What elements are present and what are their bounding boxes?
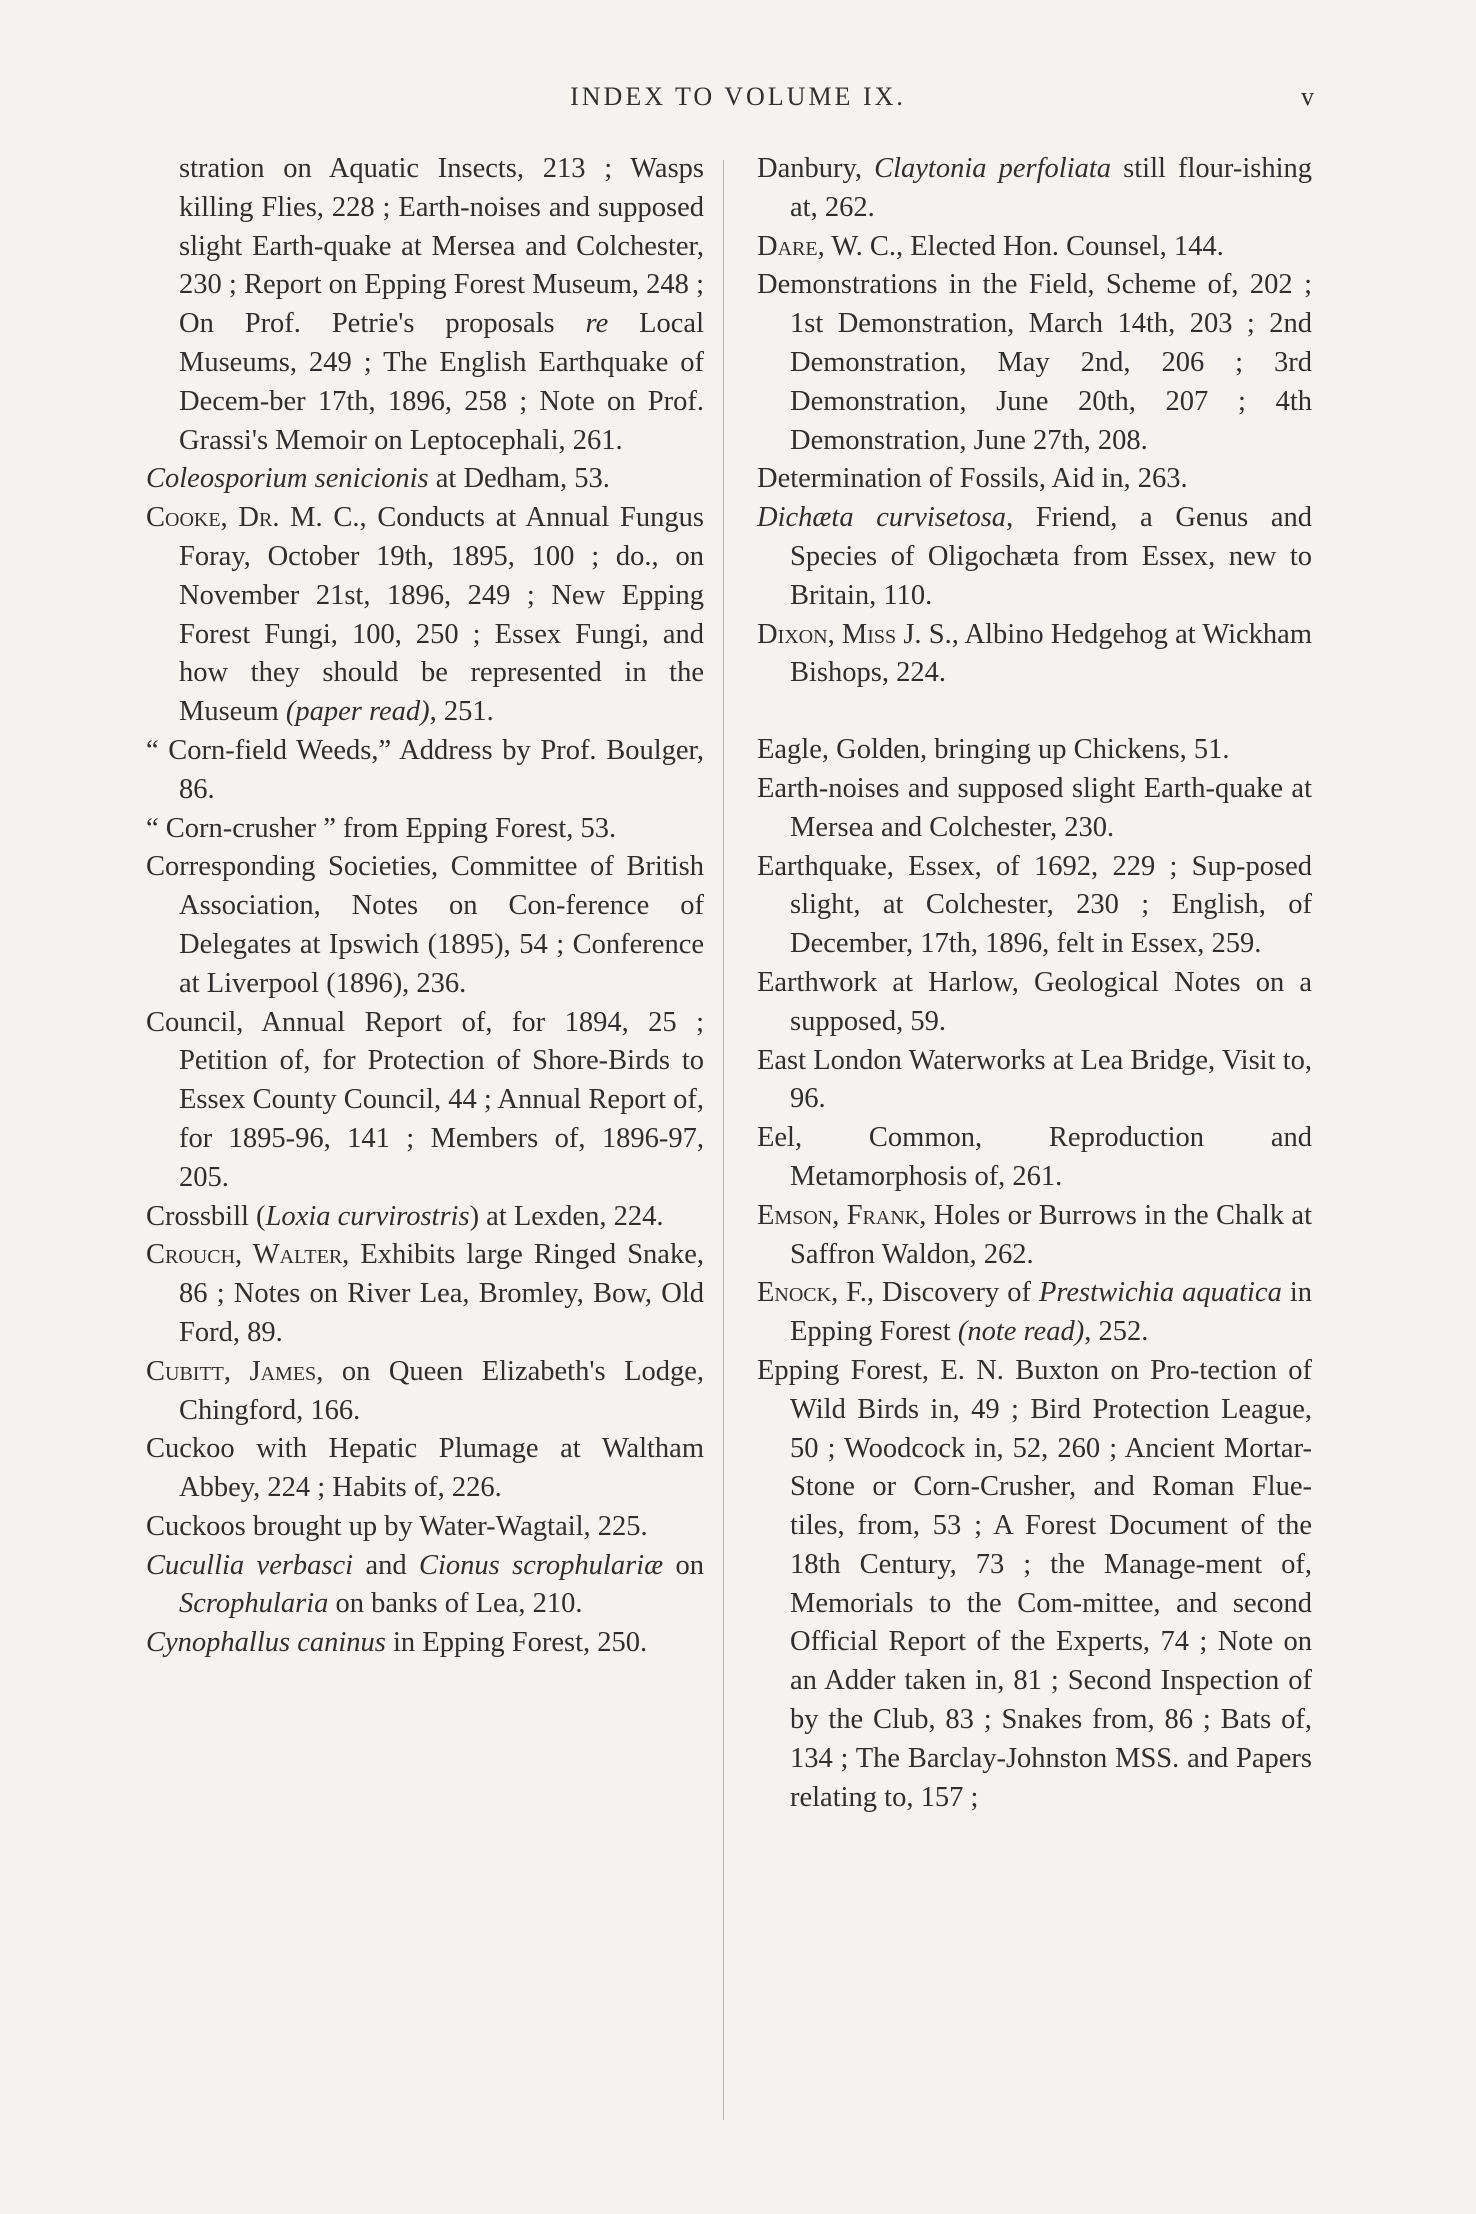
index-entry: Eagle, Golden, bringing up Chickens, 51. bbox=[757, 734, 1230, 766]
index-entry: Corresponding Societies, Committee of British Association, Notes on Con-ference of Delegates at Ipswich (1895), 54 ; Conference at Liverpool (1896), 236. bbox=[146, 851, 704, 999]
index-entry: Cuckoo with Hepatic Plumage at Waltham Abbey, 224 ; Habits of, 226. bbox=[146, 1433, 704, 1504]
index-entry: Earth-noises and supposed slight Earth-quake at Mersea and Colchester, 230. bbox=[757, 772, 1312, 843]
index-entry: Cynophallus caninus in Epping Forest, 250. bbox=[146, 1627, 648, 1659]
index-entry: Cuckoos brought up by Water-Wagtail, 225. bbox=[146, 1510, 648, 1542]
index-entry: Enock, F., Discovery of Prestwichia aquatica in Epping Forest (note read), 252. bbox=[757, 1277, 1313, 1348]
index-entry: Cucullia verbasci and Cionus scrophulariæ on Scrophularia on banks of Lea, 210. bbox=[146, 1549, 704, 1620]
section-gap bbox=[757, 693, 1312, 731]
running-title: INDEX TO VOLUME IX. bbox=[570, 82, 906, 111]
column-divider bbox=[723, 160, 724, 2120]
index-entry: Determination of Fossils, Aid in, 263. bbox=[757, 463, 1188, 495]
index-entry: Earthquake, Essex, of 1692, 229 ; Sup-posed slight, at Colchester, 230 ; English, of December, 17th, 1896, felt in Essex, 259. bbox=[757, 850, 1312, 960]
index-entry: Demonstrations in the Field, Scheme of, 202 ; 1st Demonstration, March 14th, 203 ; 2nd Demonstration, May 2nd, 206 ; 3rd Demonstration, June 20th, 207 ; 4th Demonstration, June 27th, 208. bbox=[757, 269, 1312, 456]
index-entry: Crossbill (Loxia curvirostris) at Lexden, 224. bbox=[146, 1200, 664, 1232]
index-entry: Cubitt, James, on Queen Elizabeth's Lodge, Chingford, 166. bbox=[146, 1355, 705, 1426]
index-entry: Coleosporium senicionis at Dedham, 53. bbox=[146, 463, 610, 495]
index-entry: Epping Forest, E. N. Buxton on Pro-tection of Wild Birds in, 49 ; Bird Protection League, 50 ; Woodcock in, 52, 260 ; Ancient Mortar-Stone or Corn-Crusher, and Roman Flue-tiles, from, 53 ; A Forest Document of the 18th Century, 73 ; the Manage-ment of, Memorials to the Com-mittee, and second Official Report of the Experts, 74 ; Note on an Adder taken in, 81 ; Second Inspection of by the Club, 83 ; Snakes from, 86 ; Bats of, 134 ; The Barclay-Johnston MSS. and Papers relating to, 157 ; bbox=[757, 1354, 1312, 1813]
index-entry: “ Corn-field Weeds,” Address by Prof. Boulger, 86. bbox=[146, 734, 704, 805]
index-entry: Eel, Common, Reproduction and Metamorphosis of, 261. bbox=[757, 1122, 1312, 1192]
index-entry: Danbury, Claytonia perfoliata still flour-ishing at, 262. bbox=[757, 153, 1313, 223]
page-header bbox=[0, 82, 1476, 122]
index-entry: Dixon, Miss J. S., Albino Hedgehog at Wickham Bishops, 224. bbox=[757, 618, 1312, 689]
right-index-column bbox=[757, 150, 1312, 1817]
index-entry: Emson, Frank, Holes or Burrows in the Chalk at Saffron Waldon, 262. bbox=[757, 1199, 1312, 1270]
index-entry: East London Waterworks at Lea Bridge, Visit to, 96. bbox=[757, 1044, 1312, 1115]
index-entry: Dare, W. C., Elected Hon. Counsel, 144. bbox=[757, 230, 1224, 262]
index-entry: Earthwork at Harlow, Geological Notes on a supposed, 59. bbox=[757, 966, 1312, 1037]
index-entry: stration on Aquatic Insects, 213 ; Wasps killing Flies, 228 ; Earth-noises and supposed slight Earth-quake at Mersea and Colchester, 230 ; Report on Epping Forest Museum, 248 ; On Prof. Petrie's proposals re Local Museums, 249 ; The English Earthquake of Decem-ber 17th, 1896, 258 ; Note on Prof. Grassi's Memoir on Leptocephali, 261. bbox=[179, 153, 704, 456]
index-entry: Cooke, Dr. M. C., Conducts at Annual Fungus Foray, October 19th, 1895, 100 ; do., on November 21st, 1896, 249 ; New Epping Forest Fungi, 100, 250 ; Essex Fungi, and how they should be represented in the Museum (paper read), 251. bbox=[146, 502, 704, 728]
index-entry: Dichæta curvisetosa, Friend, a Genus and Species of Oligochæta from Essex, new to Britain, 110. bbox=[757, 502, 1313, 611]
index-entry: Council, Annual Report of, for 1894, 25 ; Petition of, for Protection of Shore-Birds to Essex County Council, 44 ; Annual Report of, for 1895-96, 141 ; Members of, 1896-97, 205. bbox=[146, 1006, 704, 1193]
index-entry: Crouch, Walter, Exhibits large Ringed Snake, 86 ; Notes on River Lea, Bromley, Bow, Old Ford, 89. bbox=[146, 1239, 704, 1348]
index-entry: “ Corn-crusher ” from Epping Forest, 53. bbox=[146, 812, 617, 844]
left-index-column bbox=[146, 150, 704, 1663]
page-number: v bbox=[1301, 82, 1314, 111]
